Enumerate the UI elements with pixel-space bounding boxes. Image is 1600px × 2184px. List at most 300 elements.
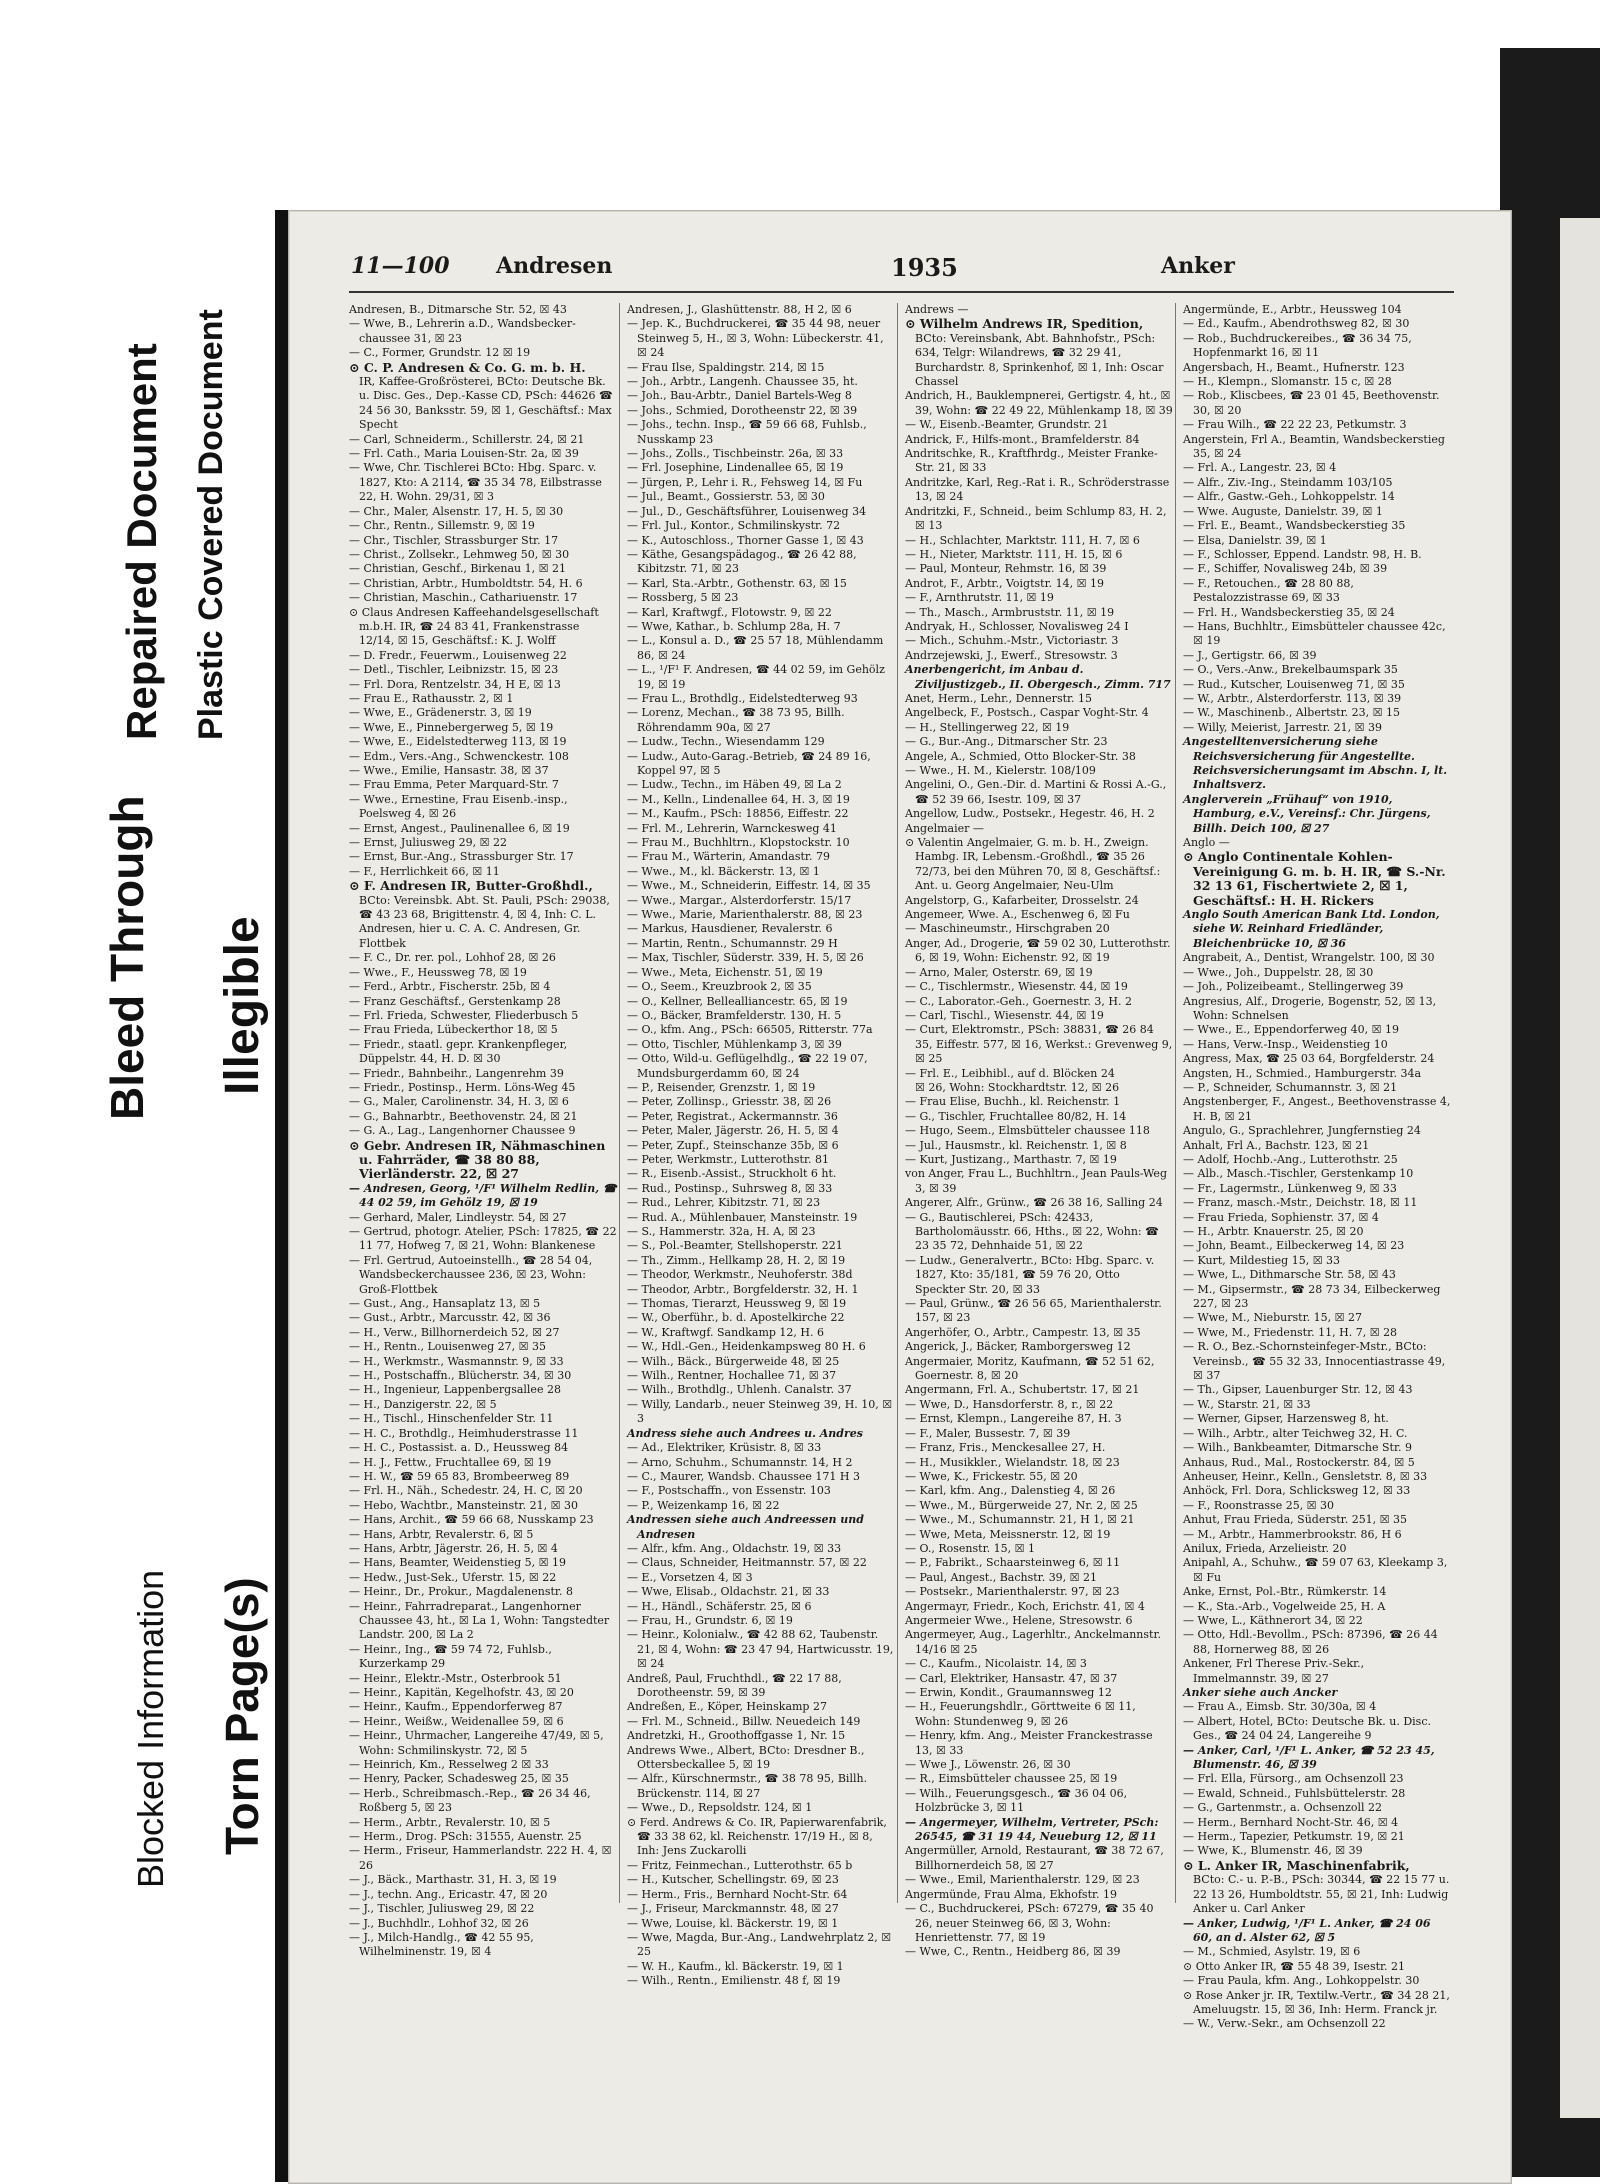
- directory-entry: Anhalt, Frl A., Bachstr. 123, ☒ 21: [1183, 1138, 1370, 1152]
- directory-entry: — P., Reisender, Grenzstr. 1, ☒ 19: [627, 1080, 816, 1094]
- directory-entry: — Willy, Meierist, Jarrestr. 21, ☒ 39: [1183, 720, 1382, 734]
- directory-entry: — C., Former, Grundstr. 12 ☒ 19: [349, 346, 531, 360]
- directory-entry: BCto: Vereinsbk. Abt. St. Pauli, PSch: 29038, ☎ 43 23 68, Brigittenstr. 4, ☒ 4, Inh: C. L. Andresen, hier u. C. A. C. Andresen, Gr. Flottbek: [359, 893, 610, 950]
- directory-entry: — J., Bäck., Marthastr. 31, H. 3, ☒ 19: [349, 1873, 557, 1887]
- directory-entry: — Max, Tischler, Süderstr. 339, H. 5, ☒ 26: [627, 951, 864, 965]
- directory-entry: Anhöck, Frl. Dora, Schlicksweg 12, ☒ 33: [1183, 1484, 1411, 1498]
- directory-entry: — S., Pol.-Beamter, Stellshoperstr. 221: [627, 1239, 843, 1253]
- directory-entry: — Thomas, Tierarzt, Heussweg 9, ☒ 19: [627, 1297, 847, 1311]
- directory-entry: — Werner, Gipser, Harzensweg 8, ht.: [1183, 1412, 1389, 1426]
- directory-entry: ⊙ C. P. Andresen & Co. G. m. b. H.: [349, 359, 586, 375]
- directory-entry: — Rud. A., Mühlenbauer, Mansteinstr. 19: [627, 1210, 858, 1224]
- directory-entry: — Wwe, Chr. Tischlerei BCto: Hbg. Sparc. v. 1827, Kto: A 2114, ☎ 35 34 78, Eilbstrasse 22, H. Wohn. 29/31, ☒ 3: [349, 461, 602, 504]
- directory-entry: — Otto, Hdl.-Bevollm., PSch: 87396, ☎ 26 44 88, Hornerweg 88, ☒ 26: [1183, 1628, 1438, 1656]
- directory-entry: — Ernst, Klempn., Langereihe 87, H. 3: [905, 1412, 1122, 1426]
- directory-entry: — Christian, Arbtr., Humboldtstr. 54, H. 6: [349, 576, 583, 590]
- directory-entry: ⊙ Ferd. Andrews & Co. IR, Papierwarenfabrik, ☎ 33 38 62, kl. Reichenstr. 17/19 H., ☒ 8, Inh: Jens Zuckarolli: [627, 1815, 887, 1858]
- directory-entry: — Curt, Elektromstr., PSch: 38831, ☎ 26 84 35, Eiffestr. 577, ☒ 16, Werkst.: Grevenweg 9, ☒ 25: [905, 1023, 1173, 1066]
- directory-entry: — Hans, Arbtr, Revalerstr. 6, ☒ 5: [349, 1527, 534, 1541]
- directory-entry: — L., Konsul a. D., ☎ 25 57 18, Mühlendamm 86, ☒ 24: [627, 634, 884, 662]
- directory-entry: — Frl. E., Beamt., Wandsbeckerstieg 35: [1183, 519, 1406, 533]
- directory-entry: — W., Eisenb.-Beamter, Grundstr. 21: [905, 418, 1109, 432]
- directory-entry: — F., Herrlichkeit 66, ☒ 11: [349, 864, 500, 878]
- directory-entry: — Henry, kfm. Ang., Meister Franckestrasse 13, ☒ 33: [905, 1729, 1153, 1757]
- blocked-information-label: Blocked Information: [130, 1569, 171, 1888]
- directory-entry: — Wwe, L., Dithmarsche Str. 58, ☒ 43: [1183, 1268, 1396, 1282]
- directory-entry: — Hebo, Wachtbr., Mansteinstr. 21, ☒ 30: [349, 1498, 578, 1512]
- directory-entry: Anke, Ernst, Pol.-Btr., Rümkerstr. 14: [1183, 1585, 1387, 1599]
- directory-entry: ☒ 26, Wohn: Stockhardtstr. 12, ☒ 26: [915, 1080, 1120, 1094]
- directory-entry: — P., Schneider, Schumannstr. 3, ☒ 21: [1183, 1080, 1398, 1094]
- directory-entry: Andritschke, R., Kraftfhrdg., Meister Franke-Str. 21, ☒ 33: [905, 447, 1158, 475]
- directory-entry: — Friedr., Bahnbeihr., Langenrehm 39: [349, 1066, 564, 1080]
- directory-entry: Anhut, Frau Frieda, Süderstr. 251, ☒ 35: [1183, 1513, 1408, 1527]
- directory-entry: — Christian, Maschin., Cathariuenstr. 17: [349, 591, 578, 605]
- directory-entry: — Ernst, Angest., Paulinenallee 6, ☒ 19: [349, 821, 570, 835]
- directory-entry: — Heinr., Fahrradreparat., Langenhorner Chaussee 43, ht., ☒ La 1, Wohn: Tangstedter Landstr. 200, ☒ La 2: [349, 1599, 610, 1642]
- directory-entry: Angemeer, Wwe. A., Eschenweg 6, ☒ Fu: [905, 908, 1130, 922]
- directory-entry: — Edm., Vers.-Ang., Schwenckestr. 108: [349, 749, 569, 763]
- directory-entry: — G., Tischler, Fruchtallee 80/82, H. 14: [905, 1109, 1127, 1123]
- directory-entry: — R., Eimsbütteler chaussee 25, ☒ 19: [905, 1772, 1118, 1786]
- page-binding-edge: [275, 210, 289, 2182]
- directory-entry: ⊙ Anglo Continentale Kohlen-Vereinigung G. m. b. H. IR, ☎ S.-Nr. 32 13 61, Fischertwiete 2, ☒ 1, Geschäftsf.: H. H. Rickers: [1183, 849, 1446, 908]
- directory-entry: — G., Bahnarbtr., Beethovenstr. 24, ☒ 21: [349, 1109, 578, 1123]
- directory-entry: — Claus, Schneider, Heitmannstr. 57, ☒ 22: [627, 1556, 867, 1570]
- directory-entry: — Rob., Kliscbees, ☎ 23 01 45, Beethovenstr. 30, ☒ 20: [1183, 389, 1440, 417]
- column-4: [1183, 303, 1451, 2031]
- directory-entry: — M., Schmied, Asylstr. 19, ☒ 6: [1183, 1945, 1361, 1959]
- directory-entry: ⊙ L. Anker IR, Maschinenfabrik,: [1183, 1857, 1410, 1873]
- directory-entry: — C., Kaufm., Nicolaistr. 14, ☒ 3: [905, 1657, 1087, 1671]
- directory-entry: — Johs., Zolls., Tischbeinstr. 26a, ☒ 33: [627, 447, 844, 461]
- directory-entry: — W., Starstr. 21, ☒ 33: [1183, 1397, 1311, 1411]
- directory-entry: — H., Schlachter, Marktstr. 111, H. 7, ☒ 6: [905, 533, 1140, 547]
- directory-entry: — Hugo, Seem., Elmsbütteler chaussee 118: [905, 1124, 1150, 1138]
- directory-entry: — Joh., Polizeibeamt., Stellingerweg 39: [1183, 980, 1404, 994]
- directory-entry: — H., Klempn., Slomanstr. 15 c, ☒ 28: [1183, 375, 1392, 389]
- directory-entry: Anger, Ad., Drogerie, ☎ 59 02 30, Lutterothstr. 6, ☒ 19, Wohn: Eichenstr. 92, ☒ 19: [905, 936, 1171, 965]
- directory-entry: Angermünde, Frau Alma, Ekhofstr. 19: [905, 1887, 1118, 1901]
- directory-entry: — R. O., Bez.-Schornsteinfeger-Mstr., BCto: Vereinsb., ☎ 55 32 33, Innocentiastrasse 49, ☒ 37: [1183, 1340, 1446, 1383]
- directory-entry: Andritzki, F., Schneid., beim Schlump 83, H. 2, ☒ 13: [905, 504, 1167, 533]
- directory-entry: — W., Kraftwgf. Sandkamp 12, H. 6: [627, 1325, 825, 1339]
- directory-entry: — Herm., Bernhard Nocht-Str. 46, ☒ 4: [1183, 1815, 1399, 1829]
- page-header: [351, 253, 1456, 289]
- directory-entry: — G. A., Lag., Langenhorner Chaussee 9: [349, 1124, 576, 1138]
- directory-entry: — Karl, Kraftwgf., Flotowstr. 9, ☒ 22: [627, 605, 832, 619]
- directory-entry: — Frl. Gertrud, Autoeinstellh., ☎ 28 54 04, Wandsbeckerchaussee 236, ☒ 23, Wohn: Groß-Flottbek: [349, 1253, 593, 1296]
- directory-entry: — H. C., Brothdlg., Heimhuderstrasse 11: [349, 1426, 579, 1440]
- directory-entry: — Hans, Beamter, Weidenstieg 5, ☒ 19: [349, 1556, 566, 1570]
- directory-entry: — J., techn. Ang., Ericastr. 47, ☒ 20: [349, 1887, 548, 1901]
- directory-entry: — Wwe., Joh., Duppelstr. 28, ☒ 30: [1183, 965, 1374, 979]
- directory-entry: — Rud., Lehrer, Kibitzstr. 71, ☒ 23: [627, 1196, 821, 1210]
- directory-entry: — Detl., Tischler, Leibnizstr. 15, ☒ 23: [349, 663, 559, 677]
- directory-entry: — Christian, Geschf., Birkenau 1, ☒ 21: [349, 562, 566, 576]
- directory-entry: — Theodor, Werkmstr., Neuhoferstr. 38d: [627, 1268, 853, 1282]
- directory-entry: — Peter, Werkmstr., Lutterothstr. 81: [627, 1152, 829, 1166]
- directory-entry: — Frl. Ella, Fürsorg., am Ochsenzoll 23: [1183, 1772, 1404, 1786]
- directory-entry: — Wilh., Bankbeamter, Ditmarsche Str. 9: [1183, 1441, 1413, 1455]
- directory-entry: Angstenberger, F., Angest., Beethovenstrasse 4, H. B, ☒ 21: [1183, 1095, 1451, 1123]
- header-rule: [349, 291, 1454, 293]
- directory-entry: — Christ., Zollsekr., Lehmweg 50, ☒ 30: [349, 547, 570, 561]
- directory-entry: — O., Kellner, Bellealliancestr. 65, ☒ 19: [627, 994, 848, 1008]
- directory-entry: — Johs., Schmied, Dorotheenstr 22, ☒ 39: [627, 403, 858, 417]
- directory-entry: Angermaier, Moritz, Kaufmann, ☎ 52 51 62, Goernestr. 8, ☒ 20: [905, 1354, 1155, 1383]
- directory-entry: Andryak, H., Schlosser, Novalisweg 24 I: [905, 619, 1129, 633]
- directory-entry: — R., Eisenb.-Assist., Struckholt 6 ht.: [627, 1167, 837, 1181]
- directory-entry: — H., Feuerungshdlr., Görttweite 6 ☒ 11, Wohn: Stundenweg 9, ☒ 26: [905, 1700, 1136, 1728]
- directory-entry: — Alfr., Ziv.-Ing., Steindamm 103/105: [1183, 475, 1393, 489]
- directory-entry: — Wilh., Rentner, Hochallee 71, ☒ 37: [627, 1369, 837, 1383]
- directory-entry: — O., kfm. Ang., PSch: 66505, Ritterstr. 77a: [627, 1023, 873, 1037]
- page-number: 11—100: [351, 253, 450, 279]
- directory-entry: — Wwe, E., Pinnebergerweg 5, ☒ 19: [349, 720, 554, 734]
- directory-entry: — Andresen, Georg, ¹/F¹ Wilhelm Redlin, ☎ 44 02 59, im Gehölz 19, ☒ 19: [349, 1181, 617, 1210]
- directory-entry: BCto: Vereinsbank, Abt. Bahnhofstr., PSch: 634, Telgr: Wilandrews, ☎ 32 29 41, Burchardstr. 8, Sprinkenhof, ☒ 1, Inh: Oscar Chassel: [915, 331, 1164, 389]
- directory-entry: — Frau Ilse, Spaldingstr. 214, ☒ 15: [627, 360, 825, 374]
- directory-entry: — Angermeyer, Wilhelm, Vertreter, PSch: 26545, ☎ 31 19 44, Neueburg 12, ☒ 11: [905, 1815, 1159, 1844]
- directory-entry: — Wwe, E., Eidelstedterweg 113, ☒ 19: [349, 735, 567, 749]
- directory-entry: — Lorenz, Mechan., ☎ 38 73 95, Billh. Röhrendamm 90a, ☒ 27: [627, 706, 845, 734]
- directory-entry: — Joh., Bau-Arbtr., Daniel Bartels-Weg 8: [627, 389, 852, 403]
- directory-entry: — Chr., Tischler, Strassburger Str. 17: [349, 533, 559, 547]
- directory-entry: — Wilh., Feuerungsgesch., ☎ 36 04 06, Holzbrücke 3, ☒ 11: [905, 1786, 1128, 1815]
- directory-entry: — Wwe., M., kl. Bäckerstr. 13, ☒ 1: [627, 864, 820, 878]
- directory-entry: — Friedr., staatl. gepr. Krankenpfleger, Düppelstr. 44, H. D. ☒ 30: [349, 1037, 568, 1066]
- directory-entry: — Heinr., Kapitän, Kegelhofstr. 43, ☒ 20: [349, 1686, 574, 1699]
- directory-entry: Anker siehe auch Ancker: [1183, 1686, 1338, 1699]
- directory-entry: — Alb., Masch.-Tischler, Gerstenkamp 10: [1183, 1167, 1414, 1181]
- directory-entry: — Ernst, Bur.-Ang., Strassburger Str. 17: [349, 850, 574, 864]
- repaired-document-label: Repaired Document: [118, 343, 165, 740]
- directory-entry: Andretzki, H., Groothoffgasse 1, Nr. 15: [627, 1729, 846, 1743]
- directory-entry: — Wwe., M., Schumannstr. 21, H 1, ☒ 21: [905, 1513, 1135, 1527]
- directory-entry: ⊙ Wilhelm Andrews IR, Spedition,: [905, 316, 1144, 332]
- directory-entry: — S., Hammerstr. 32a, H. A, ☒ 23: [627, 1225, 816, 1238]
- directory-entry: — O., Vers.-Anw., Brekelbaumspark 35: [1183, 663, 1398, 677]
- directory-entry: — Th., Masch., Armbruststr. 11, ☒ 19: [905, 605, 1115, 619]
- directory-entry: — Ludw., Generalvertr., BCto: Hbg. Sparc. v. 1827, Kto: 35/181, ☎ 59 76 20, Otto Speckter Str. 20, ☒ 33: [905, 1253, 1155, 1296]
- directory-entry: — Rud., Postinsp., Suhrsweg 8, ☒ 33: [627, 1181, 833, 1195]
- directory-entry: — Henry, Packer, Schadesweg 25, ☒ 35: [349, 1772, 569, 1786]
- directory-entry: — Adolf, Hochb.-Ang., Lutterothstr. 25: [1183, 1152, 1398, 1166]
- directory-entry: — Heinr., Kolonialw., ☎ 42 88 62, Taubenstr. 21, ☒ 4, Wohn: ☎ 23 47 94, Hartwicusstr. 19, ☒ 24: [627, 1628, 894, 1671]
- directory-entry: — Wwe., Margar., Alsterdorferstr. 15/17: [627, 893, 852, 907]
- directory-entry: — Wwe, L., Käthnerort 34, ☒ 22: [1183, 1613, 1363, 1627]
- header-first-entry: Andresen: [496, 253, 613, 279]
- directory-entry: ⊙ Otto Anker IR, ☎ 55 48 39, Isestr. 21: [1183, 1959, 1406, 1973]
- column-3: [905, 303, 1173, 1959]
- directory-entry: — Herb., Schreibmasch.-Rep., ☎ 26 34 46, Roßberg 5, ☒ 23: [349, 1786, 591, 1815]
- directory-entry: Andressen siehe auch Andreessen und Andresen: [627, 1513, 864, 1541]
- directory-entry: — Wwe, C., Rentn., Heidberg 86, ☒ 39: [905, 1945, 1121, 1959]
- directory-entry: — Jul., Beamt., Gossierstr. 53, ☒ 30: [627, 490, 825, 504]
- directory-entry: — Heinr., Ing., ☎ 59 74 72, Fuhlsb., Kurzerkamp 29: [349, 1642, 552, 1671]
- directory-entry: — Markus, Hausdiener, Revalerstr. 6: [627, 922, 833, 936]
- plastic-covered-label: Plastic Covered Document: [192, 309, 230, 740]
- directory-entry: Angermeier Wwe., Helene, Stresowstr. 6: [905, 1613, 1133, 1627]
- directory-entry: Angress, Max, ☎ 25 03 64, Borgfelderstr. 24: [1183, 1052, 1435, 1066]
- directory-entry: — Wwe., D., Repsoldstr. 124, ☒ 1: [627, 1801, 813, 1815]
- directory-entry: Androt, F., Arbtr., Voigtstr. 14, ☒ 19: [905, 576, 1104, 590]
- directory-entry: — Kurt, Justizang., Marthastr. 7, ☒ 19: [905, 1152, 1117, 1166]
- directory-entry: — Wilh., Rentn., Emilienstr. 48 f, ☒ 19: [627, 1974, 841, 1988]
- directory-entry: — L., ¹/F¹ F. Andresen, ☎ 44 02 59, im Gehölz 19, ☒ 19: [627, 663, 885, 691]
- directory-entry: IR, Kaffee-Großrösterei, BCto: Deutsche Bk. u. Disc. Ges., Dep.-Kasse CD, PSch: 44626 ☎ 24 56 30, Banksstr. 59, ☒ 1, Geschäftsf.: Max Specht: [359, 375, 613, 432]
- directory-entry: — Wwe, M., Friedenstr. 11, H. 7, ☒ 28: [1183, 1325, 1398, 1339]
- directory-entry: — Ed., Kaufm., Abendrothsweg 82, ☒ 30: [1183, 317, 1410, 331]
- directory-entry: Angrabeit, A., Dentist, Wrangelstr. 100, ☒ 30: [1183, 951, 1435, 965]
- directory-entry: — Hans, Buchhltr., Eimsbütteler chaussee 42c, ☒ 19: [1183, 619, 1446, 648]
- directory-entry: — W., Oberführ., b. d. Apostelkirche 22: [627, 1311, 845, 1325]
- directory-entry: — Frau Emma, Peter Marquard-Str. 7: [349, 778, 559, 792]
- directory-entry: — W., Verw.-Sekr., am Ochsenzoll 22: [1183, 2017, 1386, 2031]
- directory-entry: — Ludw., Techn., im Häben 49, ☒ La 2: [627, 778, 842, 792]
- directory-entry: Angermeyer, Aug., Lagerhltr., Anckelmannstr. 14/16 ☒ 25: [905, 1628, 1161, 1656]
- directory-entry: Angermünde, E., Arbtr., Heussweg 104: [1183, 303, 1402, 316]
- directory-entry: — Wwe, E., Grädenerstr. 3, ☒ 19: [349, 706, 532, 720]
- directory-entry: Andrzejewski, J., Ewerf., Stresowstr. 3: [905, 648, 1118, 662]
- directory-entry: — Otto, Tischler, Mühlenkamp 3, ☒ 39: [627, 1037, 842, 1051]
- directory-entry: — K., Autoschloss., Thorner Gasse 1, ☒ 43: [627, 533, 864, 547]
- directory-entry: — Rossberg, 5 ☒ 23: [627, 591, 739, 605]
- directory-entry: — Chr., Maler, Alsenstr. 17, H. 5, ☒ 30: [349, 504, 564, 518]
- column-1: [349, 303, 617, 1959]
- directory-entry: Andresen, J., Glashüttenstr. 88, H 2, ☒ 6: [627, 303, 852, 316]
- directory-entry: — Paul, Angest., Bachstr. 39, ☒ 21: [905, 1570, 1098, 1584]
- bleed-through-label: Bleed Through: [101, 795, 153, 1120]
- directory-entry: — Wilh., Brothdlg., Uhlenh. Canalstr. 37: [627, 1383, 852, 1397]
- directory-entry: — Wwe, D., Hansdorferstr. 8, r., ☒ 22: [905, 1397, 1114, 1411]
- directory-entry: Andrews —: [905, 303, 969, 316]
- directory-entry: — Wwe, M., Nieburstr. 15, ☒ 27: [1183, 1311, 1362, 1325]
- directory-entry: — Wwe. Auguste, Danielstr. 39, ☒ 1: [1183, 504, 1383, 518]
- directory-entry: — Franz, Fris., Menckesallee 27, H.: [905, 1441, 1106, 1455]
- directory-entry: — Frau Frieda, Lübeckerthor 18, ☒ 5: [349, 1023, 558, 1037]
- directory-entry: — Frl. Frieda, Schwester, Fliederbusch 5: [349, 1008, 579, 1022]
- directory-entry: ⊙ Gebr. Andresen IR, Nähmaschinen u. Fahrräder, ☎ 38 80 88, Vierländerstr. 22, ☒ 27: [349, 1137, 606, 1182]
- directory-entry: — F., Schiffer, Novalisweg 24b, ☒ 39: [1183, 562, 1388, 576]
- directory-entry: von Anger, Frau L., Buchhltrn., Jean Pauls-Weg 3, ☒ 39: [905, 1167, 1167, 1195]
- directory-entry: — Postsekr., Marienthalerstr. 97, ☒ 23: [905, 1585, 1120, 1599]
- bottom-margin: [289, 1911, 1511, 2183]
- directory-entry: — Theodor, Arbtr., Borgfelderstr. 32, H. 1: [627, 1282, 859, 1296]
- directory-entry: — Peter, Zupf., Steinschanze 35b, ☒ 6: [627, 1138, 839, 1152]
- directory-entry: — H., Stellingerweg 22, ☒ 19: [905, 720, 1070, 734]
- directory-entry: — Wwe., Emilie, Hansastr. 38, ☒ 37: [349, 764, 549, 777]
- directory-entry: — Karl, kfm. Ang., Dalenstieg 4, ☒ 26: [905, 1484, 1116, 1498]
- directory-entry: — Wwe, B., Lehrerin a.D., Wandsbecker-chaussee 31, ☒ 23: [349, 317, 576, 345]
- directory-entry: — W., Arbtr., Alsterdorferstr. 113, ☒ 39: [1183, 691, 1402, 705]
- directory-entry: Angermüller, Arnold, Restaurant, ☎ 38 72 67, Billhornerdeich 58, ☒ 27: [905, 1844, 1164, 1872]
- directory-entry: — H., Kutscher, Schellingstr. 69, ☒ 23: [627, 1873, 839, 1887]
- directory-entry: — Kurt, Mildestieg 15, ☒ 33: [1183, 1253, 1341, 1267]
- directory-entry: — Käthe, Gesangspädagog., ☎ 26 42 88, Kibitzstr. 71, ☒ 23: [627, 547, 857, 576]
- directory-entry: — John, Beamt., Eilbeckerweg 14, ☒ 23: [1183, 1239, 1405, 1253]
- directory-entry: Ankener, Frl Therese Priv.-Sekr., Immelmannstr. 39, ☒ 27: [1183, 1657, 1365, 1685]
- directory-entry: — M., Kelln., Lindenallee 64, H. 3, ☒ 19: [627, 792, 850, 806]
- directory-entry: — Wwe, Louise, kl. Bäckerstr. 19, ☒ 1: [627, 1916, 839, 1930]
- directory-entry: — C., Tischlermstr., Wiesenstr. 44, ☒ 19: [905, 980, 1128, 994]
- directory-entry: — Wwe, K., Frickestr. 55, ☒ 20: [905, 1469, 1078, 1483]
- directory-entry: — Martin, Rentn., Schumannstr. 29 H: [627, 936, 838, 950]
- directory-entry: — Wwe, K., Blumenstr. 46, ☒ 39: [1183, 1844, 1363, 1858]
- header-last-entry: Anker: [1161, 253, 1235, 279]
- directory-entry: — Rob., Buchdruckereibes., ☎ 36 34 75, Hopfenmarkt 16, ☒ 11: [1183, 331, 1412, 360]
- column-2: [627, 303, 895, 1988]
- directory-entry: — H., Nieter, Marktstr. 111, H. 15, ☒ 6: [905, 547, 1123, 561]
- directory-entry: — Frau, H., Grundstr. 6, ☒ 19: [627, 1613, 793, 1627]
- directory-entry: — Frau Wilh., ☎ 22 22 23, Petkumstr. 3: [1183, 418, 1407, 432]
- directory-entry: — H., Musikkler., Wielandstr. 18, ☒ 23: [905, 1455, 1120, 1469]
- directory-entry: — Alfr., kfm. Ang., Oldachstr. 19, ☒ 33: [627, 1541, 842, 1555]
- directory-entry: — W., Hdl.-Gen., Heidenkampsweg 80 H. 6: [627, 1340, 866, 1354]
- directory-entry: — J., Buchhdlr., Lohhof 32, ☒ 26: [349, 1916, 529, 1930]
- directory-entry: Anilux, Frieda, Arzelieistr. 20: [1183, 1541, 1347, 1555]
- header-year: 1935: [891, 253, 958, 282]
- directory-entry: — Paul, Grünw., ☎ 26 56 65, Marienthalerstr. 157, ☒ 23: [905, 1297, 1162, 1325]
- directory-entry: — Frl. Josephine, Lindenallee 65, ☒ 19: [627, 461, 844, 475]
- directory-entry: — Frl. H., Näh., Schedestr. 24, H. C, ☒ 20: [349, 1484, 583, 1498]
- directory-entry: — Arno, Schuhm., Schumannstr. 14, H 2: [627, 1455, 853, 1469]
- directory-entry: — Peter, Registrat., Ackermannstr. 36: [627, 1109, 838, 1123]
- directory-entry: — F. C., Dr. rer. pol., Lohhof 28, ☒ 26: [349, 951, 556, 965]
- directory-entry: — Fr., Lagermstr., Lünkenweg 9, ☒ 33: [1183, 1181, 1397, 1195]
- directory-entry: — H., Arbtr. Knauerstr. 25, ☒ 20: [1183, 1225, 1364, 1238]
- directory-entry: — Ernst, Juliusweg 29, ☒ 22: [349, 836, 507, 850]
- directory-entry: — Mich., Schuhm.-Mstr., Victoriastr. 3: [905, 634, 1119, 648]
- directory-entry: — Willy, Landarb., neuer Steinweg 39, H. 10, ☒ 3: [627, 1397, 893, 1426]
- directory-entry: — Peter, Maler, Jägerstr. 26, H. 5, ☒ 4: [627, 1124, 839, 1138]
- directory-entry: Anerbengericht, im Anbau d. Ziviljustizgeb., II. Obergesch., Zimm. 717: [905, 663, 1171, 691]
- directory-entry: — G., Bautischlerei, PSch: 42433, Bartholomäusstr. 66, Hths., ☒ 22, Wohn: ☎ 23 35 72, Dehnhaide 51, ☒ 22: [905, 1210, 1159, 1253]
- directory-entry: — Frau Paula, kfm. Ang., Lohkoppelstr. 30: [1183, 1974, 1420, 1988]
- directory-entry: — H. W., ☎ 59 65 83, Brombeerweg 89: [349, 1469, 570, 1483]
- directory-entry: Anet, Herm., Lehr., Dennerstr. 15: [905, 691, 1093, 705]
- directory-entry: — Wwe., E., Eppendorferweg 40, ☒ 19: [1183, 1023, 1400, 1037]
- directory-entry: — Herm., Fris., Bernhard Nocht-Str. 64: [627, 1887, 848, 1901]
- margin-labels: [0, 0, 290, 2177]
- directory-entry: — Heinr., Uhrmacher, Langereihe 47/49, ☒ 5, Wohn: Schmilinskystr. 72, ☒ 5: [349, 1729, 604, 1757]
- directory-entry: — Elsa, Danielstr. 39, ☒ 1: [1183, 533, 1327, 547]
- directory-entry: — Joh., Arbtr., Langenh. Chaussee 35, ht.: [627, 375, 858, 389]
- directory-entry: — Wwe., Marie, Marienthalerstr. 88, ☒ 23: [627, 908, 863, 922]
- directory-entry: — Alfr., Kürschnermstr., ☎ 38 78 95, Billh. Brückenstr. 114, ☒ 27: [627, 1772, 868, 1800]
- directory-entry: — Frl. H., Wandsbeckerstieg 35, ☒ 24: [1183, 605, 1395, 619]
- directory-entry: Angele, A., Schmied, Otto Blocker-Str. 38: [905, 749, 1136, 763]
- directory-entry: — Wwe, Magda, Bur.-Ang., Landwehrplatz 2, ☒ 25: [627, 1930, 892, 1959]
- directory-entry: Angermayr, Friedr., Koch, Erichstr. 41, ☒ 4: [905, 1599, 1145, 1613]
- directory-entry: Angresius, Alf., Drogerie, Bogenstr, 52, ☒ 13, Wohn: Schnelsen: [1183, 994, 1437, 1022]
- directory-entry: Angerick, J., Bäcker, Ramborgersweg 12: [905, 1340, 1131, 1354]
- directory-entry: — Heinr., Kaufm., Eppendorferweg 87: [349, 1700, 563, 1714]
- directory-entry: — Albert, Hotel, BCto: Deutsche Bk. u. Disc. Ges., ☎ 24 04 24, Langereihe 9: [1183, 1714, 1431, 1743]
- directory-entry: — Frau L., Brothdlg., Eidelstedterweg 93: [627, 691, 858, 705]
- directory-entry: Anglo —: [1183, 836, 1230, 850]
- directory-entry: — H. J., Fettw., Fruchtallee 69, ☒ 19: [349, 1455, 552, 1469]
- directory-entry: — W. H., Kaufm., kl. Bäckerstr. 19, ☒ 1: [627, 1959, 844, 1973]
- directory-entry: — Heinrich, Km., Resselweg 2 ☒ 33: [349, 1758, 549, 1772]
- directory-entry: — Wwe., Meta, Eichenstr. 51, ☒ 19: [627, 965, 823, 979]
- directory-entry: — Gust., Ang., Hansaplatz 13, ☒ 5: [349, 1297, 541, 1311]
- directory-entry: Angelmaier —: [905, 821, 984, 835]
- directory-entry: — Frl. Jul., Kontor., Schmilinskystr. 72: [627, 519, 841, 533]
- directory-entry: — Frau M., Buchhltrn., Klopstockstr. 10: [627, 836, 850, 850]
- directory-entry: — F., Retouchen., ☎ 28 80 88, Pestalozzistrasse 69, ☒ 33: [1183, 576, 1354, 605]
- directory-entry: — Frau Elise, Buchh., kl. Reichenstr. 1: [905, 1095, 1121, 1109]
- directory-entry: Angsten, H., Schmied., Hamburgerstr. 34a: [1183, 1066, 1422, 1080]
- directory-entry: — J., Tischler, Juliusweg 29, ☒ 22: [349, 1902, 535, 1916]
- directory-entry: — Erwin, Kondit., Graumannsweg 12: [905, 1686, 1112, 1699]
- directory-entry: — C., Laborator.-Geh., Goernestr. 3, H. 2: [905, 994, 1132, 1008]
- entry-columns: [349, 303, 1459, 2031]
- directory-entry: Angersbach, H., Beamt., Hufnerstr. 123: [1183, 360, 1405, 374]
- directory-entry: Angermann, Frl. A., Schubertstr. 17, ☒ 21: [905, 1383, 1140, 1397]
- scan-edge: [1500, 48, 1600, 2177]
- directory-entry: — H., Postschaffn., Blücherstr. 34, ☒ 30: [349, 1369, 572, 1383]
- directory-entry: — Chr., Rentn., Sillemstr. 9, ☒ 19: [349, 519, 535, 533]
- directory-entry: — F., Arnthrutstr. 11, ☒ 19: [905, 591, 1054, 605]
- directory-entry: ⊙ Rose Anker jr. IR, Textilw.-Vertr., ☎ 34 28 21, Ameluugstr. 15, ☒ 36, Inh: Herm. Franck jr.: [1183, 1988, 1450, 2016]
- directory-entry: — Alfr., Gastw.-Geh., Lohkoppelstr. 14: [1183, 490, 1395, 504]
- directory-entry: — C., Maurer, Wandsb. Chaussee 171 H 3: [627, 1469, 860, 1483]
- directory-entry: Andresen, B., Ditmarsche Str. 52, ☒ 43: [349, 303, 567, 316]
- directory-entry: — Karl, Sta.-Arbtr., Gothenstr. 63, ☒ 15: [627, 576, 847, 590]
- directory-entry: — Anker, Carl, ¹/F¹ L. Anker, ☎ 52 23 45, Blumenstr. 46, ☒ 39: [1183, 1743, 1435, 1772]
- directory-entry: — J., Milch-Handlg., ☎ 42 55 95, Wilhelminenstr. 19, ☒ 4: [349, 1930, 534, 1959]
- directory-entry: — Ludw., Techn., Wiesendamm 129: [627, 735, 825, 749]
- directory-entry: Angestelltenversicherung siehe Reichsversicherung für Angestellte. Reichsversicherungsamt im Abschn. I, lt. Inhaltsverz.: [1183, 735, 1448, 792]
- directory-entry: — Frl. Cath., Maria Louisen-Str. 2a, ☒ 39: [349, 447, 579, 461]
- directory-entry: — C., Buchdruckerei, PSch: 67279, ☎ 35 40 26, neuer Steinweg 66, ☒ 3, Wohn: Henriettenstr. 77, ☒ 19: [905, 1902, 1154, 1944]
- directory-entry: — Frau A., Eimsb. Str. 30/30a, ☒ 4: [1183, 1700, 1377, 1714]
- directory-entry: — J., Gertigstr. 66, ☒ 39: [1183, 648, 1317, 662]
- directory-entry: — Wilh., Bäck., Bürgerweide 48, ☒ 25: [627, 1354, 840, 1368]
- directory-entry: — F., Maler, Bussestr. 7, ☒ 39: [905, 1426, 1071, 1440]
- directory-entry: — Friedr., Postinsp., Herm. Löns-Weg 45: [349, 1080, 576, 1094]
- directory-entry: — Jep. K., Buchdruckerei, ☎ 35 44 98, neuer Steinweg 5, H., ☒ 3, Wohn: Lübeckerstr. 41, ☒ 24: [627, 317, 884, 360]
- directory-entry: — H., Tischl., Hinschenfelder Str. 11: [349, 1412, 554, 1426]
- directory-entry: — Anker, Ludwig, ¹/F¹ L. Anker, ☎ 24 06 60, an d. Alster 62, ☒ 5: [1183, 1916, 1431, 1944]
- directory-entry: Angelstorp, G., Kafarbeiter, Drosselstr. 24: [905, 893, 1139, 907]
- directory-entry: — Heinr., Elektr.-Mstr., Osterbrook 51: [349, 1671, 562, 1685]
- directory-entry: — Frau E., Rathausstr. 2, ☒ 1: [349, 691, 514, 705]
- directory-entry: Anheuser, Heinr., Kelln., Gensletstr. 8, ☒ 33: [1183, 1469, 1428, 1483]
- directory-entry: — Ludw., Auto-Garag.-Betrieb, ☎ 24 89 16, Koppel 97, ☒ 5: [627, 749, 871, 777]
- directory-entry: — Wilh., Arbtr., alter Teichweg 32, H. C.: [1183, 1426, 1408, 1440]
- directory-entry: — O., Rosenstr. 15, ☒ 1: [905, 1541, 1035, 1555]
- directory-entry: — M., Gipsermstr., ☎ 28 73 34, Eilbeckerweg 227, ☒ 23: [1183, 1282, 1441, 1311]
- directory-entry: — Frl. M., Schneid., Billw. Neuedeich 149: [627, 1714, 861, 1728]
- directory-entry: Angelbeck, F., Postsch., Caspar Voght-Str. 4: [905, 706, 1149, 720]
- directory-entry: — H. C., Postassist. a. D., Heussweg 84: [349, 1441, 569, 1455]
- directory-entry: — H., Händl., Schäferstr. 25, ☒ 6: [627, 1599, 812, 1613]
- directory-entry: Angelini, O., Gen.-Dir. d. Martini & Rossi A.-G., ☎ 52 39 66, Isestr. 109, ☒ 37: [905, 778, 1167, 806]
- directory-entry: — H., Ingenieur, Lappenbergsallee 28: [349, 1383, 561, 1397]
- directory-entry: — Peter, Zollinsp., Griesstr. 38, ☒ 26: [627, 1095, 832, 1109]
- directory-entry: Anglerverein „Frühauf“ von 1910, Hamburg, e.V., Vereinsf.: Chr. Jürgens, Billh. Deich 100, ☒ 27: [1183, 792, 1431, 835]
- directory-entry: — Carl, Tischl., Wiesenstr. 44, ☒ 19: [905, 1008, 1104, 1022]
- directory-entry: — Wwe., Ernestine, Frau Eisenb.-insp., Poelsweg 4, ☒ 26: [349, 792, 568, 821]
- directory-entry: — Wwe., F., Heussweg 78, ☒ 19: [349, 965, 527, 979]
- directory-entry: Anipahl, A., Schuhw., ☎ 59 07 63, Kleekamp 3, ☒ Fu: [1183, 1556, 1448, 1584]
- directory-entry: — Gertrud, photogr. Atelier, PSch: 17825, ☎ 22 11 77, Hofweg 7, ☒ 21, Wohn: Blankenese: [349, 1225, 617, 1253]
- directory-entry: — M., Arbtr., Hammerbrookstr. 86, H 6: [1183, 1527, 1402, 1541]
- directory-entry: — Jul., Hausmstr., kl. Reichenstr. 1, ☒ 8: [905, 1138, 1127, 1152]
